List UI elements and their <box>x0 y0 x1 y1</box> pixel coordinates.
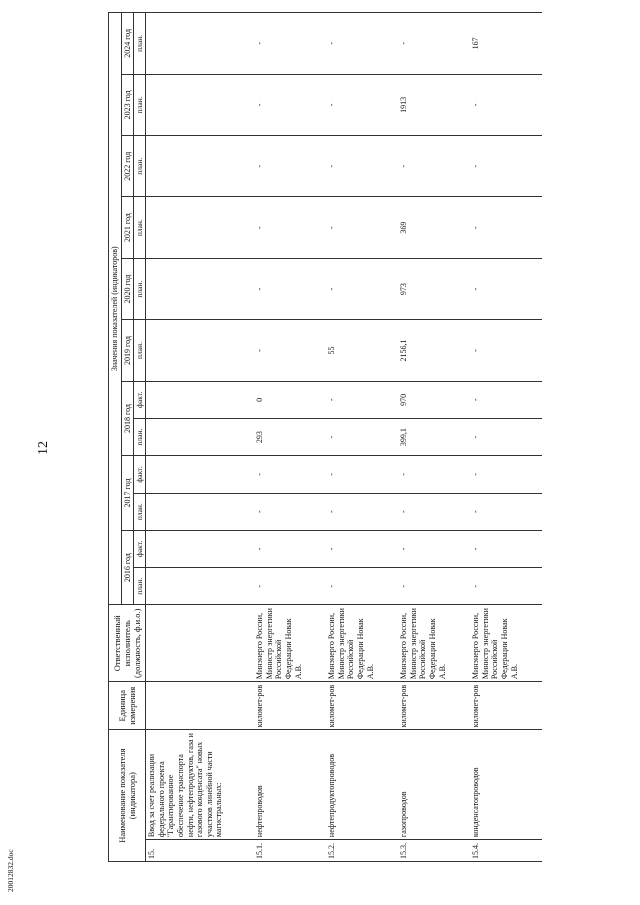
row-name: газопроводов <box>398 730 470 840</box>
value-cell: - <box>398 493 470 530</box>
row-name: нефтепроводов <box>254 730 326 840</box>
row-responsible: Минэнерго России, Министр энергетики Российской Федерации Новак А.В. <box>326 605 398 682</box>
value-cell: 0 <box>254 381 326 418</box>
value-cell <box>146 258 255 319</box>
header-year-2018: 2018 год <box>121 381 134 456</box>
header-plan: план. <box>134 136 146 197</box>
value-cell <box>146 13 255 75</box>
value-cell: - <box>470 320 542 381</box>
row-unit: километ-ров <box>326 682 398 730</box>
value-cell: - <box>326 136 398 197</box>
header-plan: план. <box>134 320 146 381</box>
value-cell <box>146 197 255 258</box>
value-cell: - <box>254 456 326 493</box>
header-year-2024: 2024 год <box>121 13 134 75</box>
header-fact: факт. <box>134 530 146 567</box>
value-cell <box>146 456 255 493</box>
row-unit: километ-ров <box>470 682 542 730</box>
value-cell <box>146 568 255 605</box>
value-cell: - <box>470 418 542 455</box>
indicators-table <box>108 12 542 862</box>
value-cell: - <box>254 74 326 135</box>
value-cell: - <box>398 568 470 605</box>
value-cell: - <box>470 74 542 135</box>
value-cell: - <box>326 258 398 319</box>
value-cell: - <box>326 530 398 567</box>
value-cell: - <box>398 136 470 197</box>
row-name: конденсатопроводов <box>470 730 542 840</box>
header-unit: Единица измерения <box>109 682 146 730</box>
value-cell: - <box>326 381 398 418</box>
value-cell: - <box>326 568 398 605</box>
value-cell: - <box>470 456 542 493</box>
header-year-2020: 2020 год <box>121 258 134 319</box>
value-cell: 167 <box>470 13 542 75</box>
header-fact: факт. <box>134 456 146 493</box>
value-cell: 55 <box>326 320 398 381</box>
value-cell: - <box>326 456 398 493</box>
value-cell <box>146 418 255 455</box>
row-unit: километ-ров <box>398 682 470 730</box>
value-cell: - <box>254 530 326 567</box>
value-cell: - <box>470 136 542 197</box>
footer-filename: 20012832.doc <box>6 849 15 892</box>
value-cell: - <box>398 13 470 75</box>
row-responsible: Минэнерго России, Министр энергетики Российской Федерации Новак А.В. <box>254 605 326 682</box>
value-cell: - <box>470 568 542 605</box>
header-plan: план. <box>134 418 146 455</box>
value-cell <box>146 530 255 567</box>
value-cell: - <box>470 493 542 530</box>
header-plan: план. <box>134 568 146 605</box>
page-number: 12 <box>36 441 51 455</box>
header-plan: план. <box>134 258 146 319</box>
value-cell: - <box>326 74 398 135</box>
value-cell: - <box>470 197 542 258</box>
value-cell: - <box>326 197 398 258</box>
header-plan: план. <box>134 197 146 258</box>
header-values-group: Значения показателей (индикаторов) <box>109 13 122 605</box>
header-year-2022: 2022 год <box>121 136 134 197</box>
value-cell: - <box>254 493 326 530</box>
value-cell: 970 <box>398 381 470 418</box>
table-row <box>326 13 398 862</box>
header-name: Наименование показателя (индикатора) <box>109 730 146 862</box>
row-number: 15.4. <box>470 840 542 862</box>
value-cell: 2156,1 <box>398 320 470 381</box>
value-cell: 973 <box>398 258 470 319</box>
row-number: 15. <box>146 840 255 862</box>
table-row <box>146 13 255 862</box>
row-responsible <box>146 605 255 682</box>
value-cell <box>146 74 255 135</box>
value-cell: 1913 <box>398 74 470 135</box>
value-cell: - <box>398 456 470 493</box>
table-row <box>398 13 470 862</box>
header-plan: план. <box>134 493 146 530</box>
value-cell: 369 <box>398 197 470 258</box>
value-cell: - <box>254 136 326 197</box>
value-cell: - <box>254 197 326 258</box>
row-unit: километ-ров <box>254 682 326 730</box>
value-cell: - <box>326 418 398 455</box>
row-number: 15.1. <box>254 840 326 862</box>
value-cell: - <box>470 258 542 319</box>
header-year-2019: 2019 год <box>121 320 134 381</box>
row-responsible: Минэнерго России, Министр энергетики Российской Федерации Новак А.В. <box>470 605 542 682</box>
value-cell: - <box>254 568 326 605</box>
value-cell: - <box>398 530 470 567</box>
header-year-2021: 2021 год <box>121 197 134 258</box>
row-name: нефтепродуктопроводов <box>326 730 398 840</box>
header-year-2023: 2023 год <box>121 74 134 135</box>
header-plan: план. <box>134 13 146 75</box>
table-row <box>470 13 542 862</box>
value-cell: 293 <box>254 418 326 455</box>
value-cell: - <box>254 320 326 381</box>
header-plan: план. <box>134 74 146 135</box>
value-cell: - <box>254 258 326 319</box>
value-cell <box>146 320 255 381</box>
value-cell: - <box>326 493 398 530</box>
value-cell <box>146 381 255 418</box>
value-cell <box>146 493 255 530</box>
value-cell: - <box>326 13 398 75</box>
value-cell: - <box>470 381 542 418</box>
value-cell: - <box>254 13 326 75</box>
rotated-table-container <box>108 12 618 862</box>
row-responsible: Минэнерго России, Министр энергетики Российской Федерации Новак А.В. <box>398 605 470 682</box>
header-year-2017: 2017 год <box>121 456 134 531</box>
header-year-2016: 2016 год <box>121 530 134 605</box>
row-number: 15.2. <box>326 840 398 862</box>
value-cell: 399,1 <box>398 418 470 455</box>
row-number: 15.3. <box>398 840 470 862</box>
row-unit <box>146 682 255 730</box>
row-name: Ввод за счет реализации федерального проекта "Гарантированное обеспечение транспорта нефти, нефтепродуктов, газа и газового конденсата" новых участков линейной части магистральных: <box>146 730 255 840</box>
header-fact: факт. <box>134 381 146 418</box>
value-cell: - <box>470 530 542 567</box>
table-row <box>254 13 326 862</box>
value-cell <box>146 136 255 197</box>
header-responsible: Ответственный исполнитель (должность, ф.и.о.) <box>109 605 146 682</box>
